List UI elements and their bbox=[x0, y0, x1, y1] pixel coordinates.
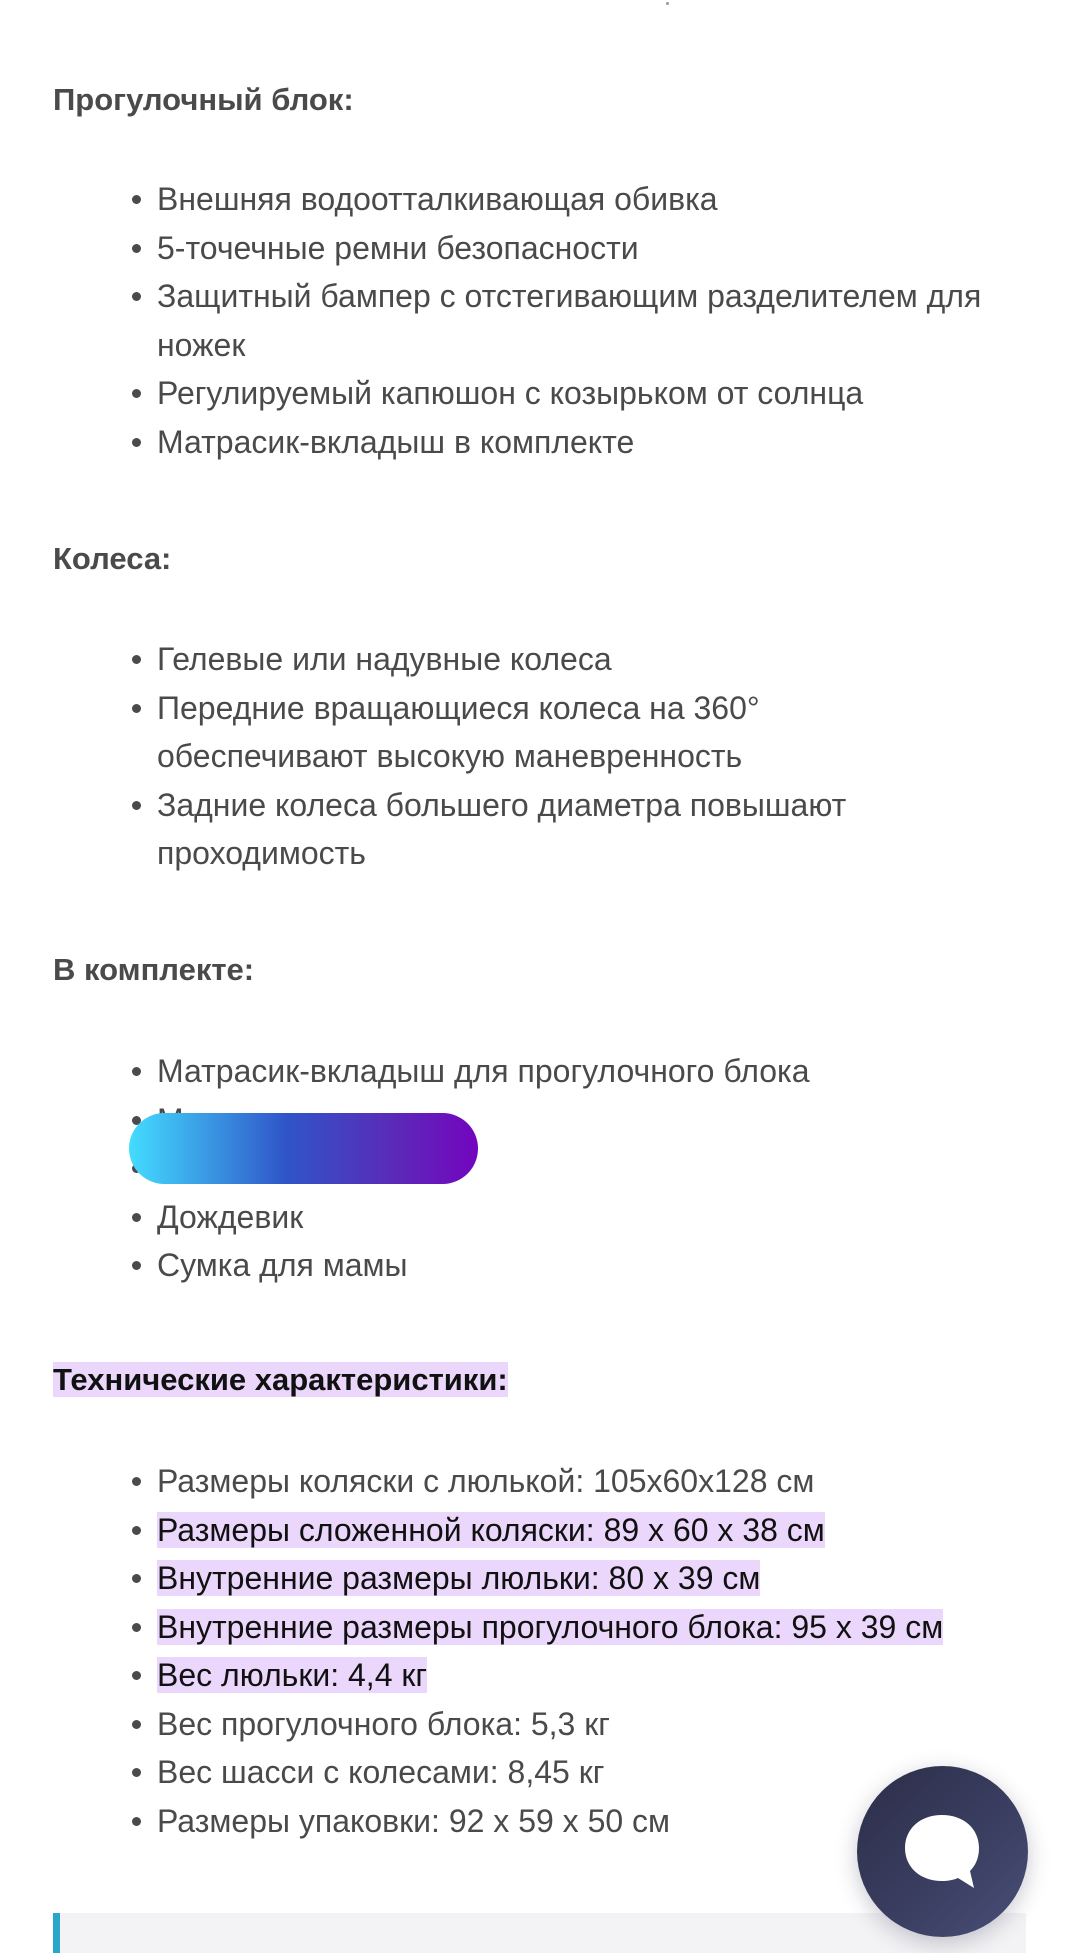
list-item: Размеры упаковки: 92 x 59 x 50 см bbox=[53, 1797, 1053, 1846]
list-item: Дождевик bbox=[53, 1193, 1053, 1242]
bullet-icon bbox=[132, 704, 141, 713]
list-item: Передние вращающиеся колеса на 360° обеспечивают высокую маневренность bbox=[53, 684, 1053, 781]
bullet-icon bbox=[132, 1768, 141, 1777]
list-item: Матрасик-вкладыш для прогулочного блока bbox=[53, 1047, 1053, 1096]
blockquote-accent bbox=[53, 1913, 60, 1953]
bullet-icon bbox=[132, 1671, 141, 1680]
list-item: 5-точечные ремни безопасности bbox=[53, 224, 1053, 273]
section-heading-specs: Технические характеристики: bbox=[53, 1362, 508, 1397]
bullet-icon bbox=[132, 1213, 141, 1222]
list-item: Размеры коляски с люлькой: 105x60x128 см bbox=[53, 1457, 1053, 1506]
section-heading-stroller-block: Прогулочный блок: bbox=[53, 82, 354, 117]
bullet-icon bbox=[132, 1574, 141, 1583]
bullet-icon bbox=[132, 438, 141, 447]
list-item: Внешняя водоотталкивающая обивка bbox=[53, 175, 1053, 224]
bullet-icon bbox=[132, 655, 141, 664]
bullet-icon bbox=[132, 1261, 141, 1270]
redaction-overlay bbox=[129, 1113, 478, 1184]
bullet-icon bbox=[132, 1477, 141, 1486]
bullet-icon bbox=[132, 1623, 141, 1632]
list-item-highlighted: Внутренние размеры прогулочного блока: 95 x 39 см bbox=[53, 1603, 1053, 1652]
bullet-icon bbox=[132, 195, 141, 204]
bullet-icon bbox=[132, 1720, 141, 1729]
list-item: Сумка для мамы bbox=[53, 1241, 1053, 1290]
blockquote-box bbox=[53, 1913, 1026, 1953]
list-item-highlighted: Вес люльки: 4,4 кг bbox=[53, 1651, 1053, 1700]
stroller-block-list bbox=[53, 175, 1053, 466]
bullet-icon bbox=[132, 801, 141, 810]
section-heading-in-kit: В комплекте: bbox=[53, 952, 255, 987]
bullet-icon bbox=[132, 1067, 141, 1076]
list-item: Вес прогулочного блока: 5,3 кг bbox=[53, 1700, 1053, 1749]
bullet-icon bbox=[132, 1817, 141, 1826]
list-item: Матрасик-вкладыш в комплекте bbox=[53, 418, 1053, 467]
top-dot-decoration bbox=[666, 2, 669, 5]
list-item-highlighted: Размеры сложенной коляски: 89 x 60 x 38 см bbox=[53, 1506, 1053, 1555]
bullet-icon bbox=[132, 244, 141, 253]
list-item: Регулируемый капюшон с козырьком от солнца bbox=[53, 369, 1053, 418]
list-item: Гелевые или надувные колеса bbox=[53, 635, 1053, 684]
list-item-highlighted: Внутренние размеры люльки: 80 x 39 см bbox=[53, 1554, 1053, 1603]
list-item: Задние колеса большего диаметра повышают проходимость bbox=[53, 781, 1053, 878]
wheels-list bbox=[53, 635, 1053, 878]
chat-button[interactable] bbox=[857, 1766, 1028, 1937]
list-item: Вес шасси с колесами: 8,45 кг bbox=[53, 1748, 1053, 1797]
bullet-icon bbox=[132, 389, 141, 398]
chat-bubble-icon bbox=[900, 1809, 985, 1894]
list-item: Защитный бампер с отстегивающим разделителем для ножек bbox=[53, 272, 1053, 369]
bullet-icon bbox=[132, 1526, 141, 1535]
section-heading-wheels: Колеса: bbox=[53, 541, 172, 576]
bullet-icon bbox=[132, 292, 141, 301]
